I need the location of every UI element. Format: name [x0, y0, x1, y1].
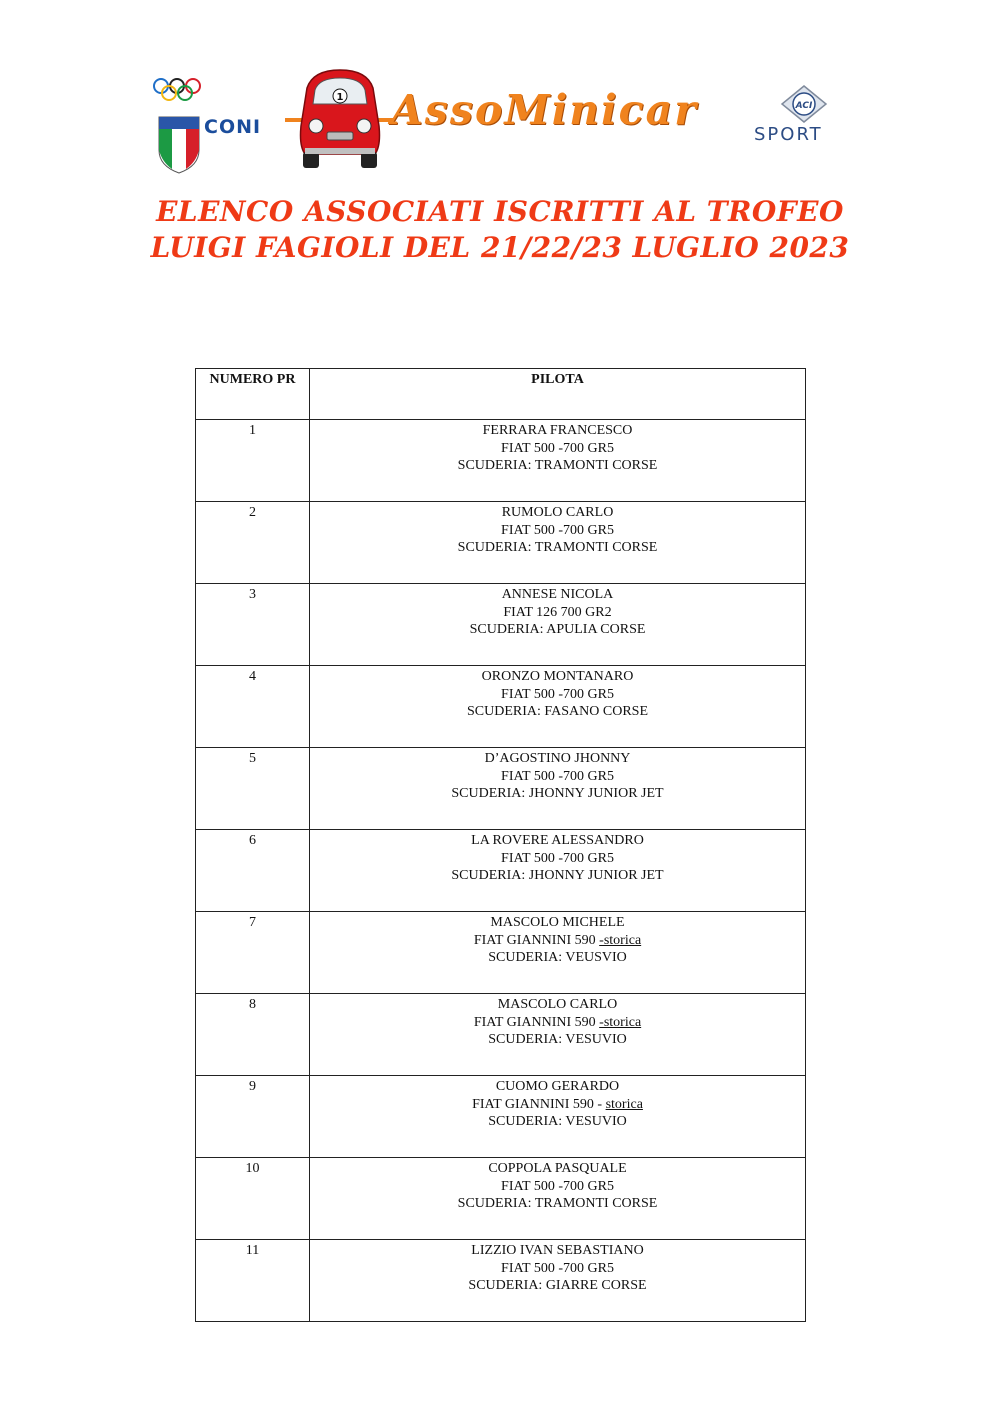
- olympic-rings-icon: [152, 76, 204, 106]
- pilot-team: SCUDERIA: GIARRE CORSE: [468, 1278, 647, 1293]
- assominicar-wordmark: AssoMinicar: [391, 86, 698, 134]
- assominicar-logo: [285, 66, 715, 172]
- aci-badge-icon: [778, 84, 830, 124]
- pilot-name: ORONZO MONTANARO: [481, 669, 634, 684]
- pilot-car: [310, 604, 805, 622]
- aci-badge-text: ACI: [795, 101, 813, 111]
- car-model: FIAT 500 -700 GR5: [501, 440, 614, 456]
- pilot-car: [310, 768, 805, 786]
- pilot-team: SCUDERIA: APULIA CORSE: [469, 622, 646, 637]
- pilot-name: MASCOLO MICHELE: [490, 915, 625, 930]
- car-model: FIAT 500 -700 GR5: [501, 686, 614, 702]
- table-row: [196, 1158, 806, 1240]
- italia-shield-icon: [158, 116, 200, 174]
- pilot-cell: [310, 1076, 806, 1158]
- pilot-name: COPPOLA PASQUALE: [488, 1161, 627, 1176]
- pilot-car: [310, 1014, 805, 1032]
- car-class-suffix: -storica: [599, 1014, 642, 1030]
- row-number: 6: [196, 830, 310, 912]
- row-number: 8: [196, 994, 310, 1076]
- car-model: FIAT 126 700 GR2: [503, 604, 612, 620]
- logo-bar: [0, 62, 1000, 172]
- pilot-cell: [310, 912, 806, 994]
- pilot-cell: [310, 420, 806, 502]
- table-row: [196, 1076, 806, 1158]
- pilot-cell: [310, 748, 806, 830]
- car-model: FIAT 500 -700 GR5: [501, 850, 614, 866]
- row-number: 1: [196, 420, 310, 502]
- page-title: [0, 194, 1000, 266]
- car-model: FIAT GIANNINI 590: [473, 1014, 600, 1030]
- table-row: [196, 748, 806, 830]
- row-number: 2: [196, 502, 310, 584]
- pilot-team: SCUDERIA: JHONNY JUNIOR JET: [451, 786, 664, 801]
- pilot-name: CUOMO GERARDO: [495, 1079, 620, 1094]
- car-model: FIAT 500 -700 GR5: [501, 1178, 614, 1194]
- row-number: 7: [196, 912, 310, 994]
- pilot-name: RUMOLO CARLO: [501, 505, 614, 520]
- row-number: 3: [196, 584, 310, 666]
- pilot-team: SCUDERIA: VEUSVIO: [488, 950, 627, 965]
- header-numero: NUMERO PR: [196, 369, 310, 420]
- table-row: [196, 584, 806, 666]
- car-model: FIAT 500 -700 GR5: [501, 768, 614, 784]
- car-model: FIAT GIANNINI 590 -: [472, 1096, 606, 1112]
- pilot-cell: [310, 1240, 806, 1322]
- table-row: [196, 666, 806, 748]
- pilot-team: SCUDERIA: VESUVIO: [488, 1032, 627, 1047]
- pilot-cell: [310, 502, 806, 584]
- table-row: [196, 912, 806, 994]
- table-row: [196, 830, 806, 912]
- row-number: 9: [196, 1076, 310, 1158]
- pilot-team: SCUDERIA: FASANO CORSE: [467, 704, 648, 719]
- pilot-team: SCUDERIA: VESUVIO: [488, 1114, 627, 1129]
- table-body: [196, 420, 806, 1322]
- row-number: 11: [196, 1240, 310, 1322]
- pilot-car: [310, 522, 805, 540]
- table-row: [196, 994, 806, 1076]
- fiat-500-car-icon: [285, 66, 395, 170]
- row-number: 10: [196, 1158, 310, 1240]
- pilot-team: SCUDERIA: TRAMONTI CORSE: [457, 540, 658, 555]
- pilot-car: [310, 440, 805, 458]
- pilot-team: SCUDERIA: JHONNY JUNIOR JET: [451, 868, 664, 883]
- table-header-row: [196, 369, 806, 420]
- row-number: 4: [196, 666, 310, 748]
- pilot-team: SCUDERIA: TRAMONTI CORSE: [457, 458, 658, 473]
- pilot-car: [310, 1260, 805, 1278]
- pilot-car: [310, 1096, 805, 1114]
- title-line-1: ELENCO ASSOCIATI ISCRITTI AL TROFEO: [156, 195, 844, 228]
- pilot-name: ANNESE NICOLA: [501, 587, 614, 602]
- coni-logo: [152, 76, 264, 166]
- table-row: [196, 1240, 806, 1322]
- car-model: FIAT 500 -700 GR5: [501, 522, 614, 538]
- row-number: 5: [196, 748, 310, 830]
- table-row: [196, 502, 806, 584]
- pilot-car: [310, 686, 805, 704]
- pilot-cell: [310, 1158, 806, 1240]
- pilot-team: SCUDERIA: TRAMONTI CORSE: [457, 1196, 658, 1211]
- registrants-table: [195, 368, 806, 1322]
- car-class-suffix: storica: [605, 1096, 643, 1112]
- car-model: FIAT GIANNINI 590: [473, 932, 600, 948]
- pilot-name: LA ROVERE ALESSANDRO: [471, 833, 644, 848]
- aci-sport-logo: [750, 84, 860, 154]
- car-class-suffix: -storica: [599, 932, 642, 948]
- sport-wordmark: SPORT: [754, 124, 823, 145]
- pilot-cell: [310, 994, 806, 1076]
- pilot-car: [310, 1178, 805, 1196]
- car-model: FIAT 500 -700 GR5: [501, 1260, 614, 1276]
- pilot-cell: [310, 666, 806, 748]
- pilot-cell: [310, 584, 806, 666]
- pilot-name: LIZZIO IVAN SEBASTIANO: [471, 1243, 644, 1258]
- pilot-cell: [310, 830, 806, 912]
- table-row: [196, 420, 806, 502]
- coni-wordmark: CONI: [204, 116, 262, 138]
- header-pilota: PILOTA: [310, 369, 806, 420]
- pilot-car: [310, 932, 805, 950]
- pilot-name: FERRARA FRANCESCO: [482, 423, 633, 438]
- svg-text:1: 1: [336, 92, 344, 103]
- pilot-name: D’AGOSTINO JHONNY: [484, 751, 631, 766]
- pilot-car: [310, 850, 805, 868]
- title-line-2: LUIGI FAGIOLI DEL 21/22/23 LUGLIO 2023: [150, 231, 850, 264]
- pilot-name: MASCOLO CARLO: [497, 997, 618, 1012]
